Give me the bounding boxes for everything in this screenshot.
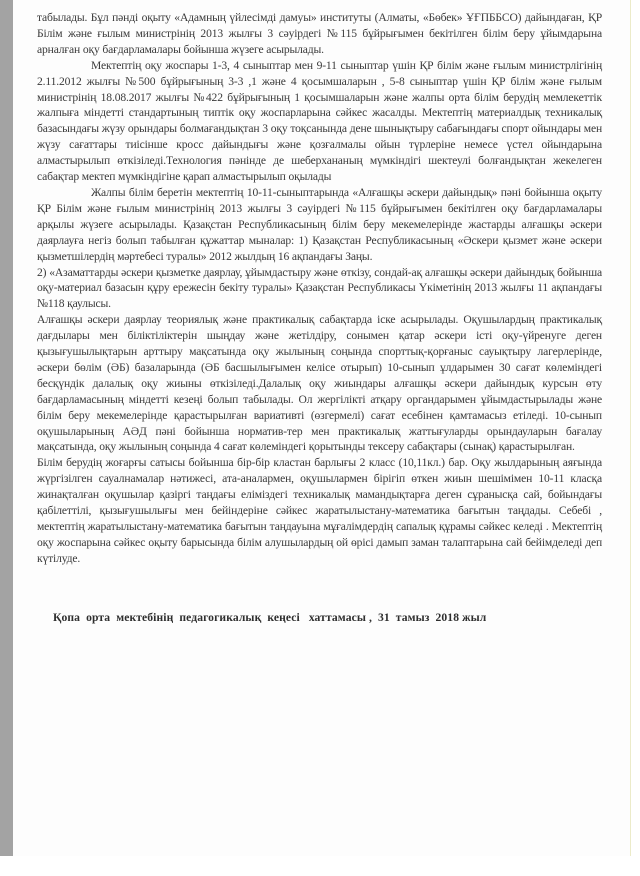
protocol-footer: Қопа орта мектебінің педагогикалық кеңесі хаттамасы , 31 тамыз 2018 жыл xyxy=(53,611,487,624)
paragraph-3: Жалпы білім беретін мектептің 10-11-сыныптарында «Алғашқы әскери дайындық» пәні бойынша оқыту ҚР Білім және ғылым министрінің 2013 жылғы 3 сәуірдегі №115 бұйрығымен бекітілген оқу бағдарламалары арқылы жүзеге асырылады. Қазақстан Республикасының білім беру мекемелерінде жастарды алғашқы әскери даярлауға негіз болып табылған құжаттар мыналар: 1) Қазақстан Республикасының «Әскери қызмет және әскери қызметшілердің мәртебесі туралы» 2012 жылдың 16 ақпандағы Заңы. xyxy=(37,185,602,263)
paragraph-6: Білім берудің жоғарғы сатысы бойынша бір-бір кластан барлығы 2 класс (10,11кл.) бар. Оқу жылдарының аяғында жүргізілген сауалнамалар нәтижесі, ата-аналармен, оқушылармен бірігіп өткен жиын шешімімен 10-11 класқа жинақталған оқушылар қазіргі таңдағы еліміздегі техникалық мамандықтарға деген сұранысқа сай, бойындағы қабілеттілі, қызығушылығы мен бейіндеріне сәйкес жаратылыстану-математика бағытын таңдады. Себебі , мектептің жаратылыстану-математика бағытын таңдауына мұғалімдердің сапалық құрамы сәйкес келеді . Мектептің оқу жоспарына сәйкес оқыту барысында білім алушылардың ой өрісі дамып заман талаптарына сай бейімделеді деп күтілуде. xyxy=(37,456,602,565)
paragraph-5: Алғашқы әскери даярлау теориялық және практикалық сабақтарда іске асырылады. Оқушылардың практикалық дағдылары мен біліктіліктерін шыңдау және жетілдіру, сонымен қатар әскери істі оқу-үйренуге деген қызығушылықтарын арттыру мақсатында оқу жылының соңында спорттық-қорғаныс сауықтыру лагерлерінде, әскери бөлім (ӘБ) базаларында (ӘБ басшылығымен келісе отырып) 10-сынып ұлдарымен 30 сағат көлеміндегі бесқүндік далалық оқу жиыны өткізіледі.Далалық оқу жиындары алғашқы әскери дайындық курсын өту бағдарламасының міндетті кезеңі болып табылады. Ол жергілікті атқару органдарымен ұйымдастырылады және білім беру мекемелерінде қарастырылған вариативті (өзгермелі) сағат есебінен қамтамасыз етіледі. 10-сынып оқушыларының АӘД пәні бойынша норматив-тер мен практикалық жаттығуларды орындауларын бағалау мақсатында, оқу жылының соңында 4 сағат көлеміндегі қорытынды тексеру сабақтары (сынақ) қарастырылған. xyxy=(37,313,602,454)
document-body xyxy=(37,10,602,567)
paragraph-4: 2) «Азаматтарды әскери қызметке даярлау, ұйымдастыру және өткізу, сондай-ақ алғашқы әскери дайындық бойынша оқу-материал базасын құру ережесін бекіту туралы» Қазақстан Республикасы Үкіметінің 2013 жылғы 11 ақпандағы №118 қаулысы. xyxy=(37,265,602,311)
scanner-edge-strip xyxy=(0,0,13,856)
paragraph-1: табылады. Бұл пәнді оқыту «Адамның үйлесімді дамуы» институты (Алматы, «Бөбек» ҰҒПББСО) дайындаған, ҚР Білім және ғылым министрінің 2013 жылғы 3 сәуірдегі №115 бұйрығымен бекітілген білім беру ұйымдарына арналған оқу бағдарламалары бойынша жүзеге асырылады. xyxy=(37,11,602,56)
paragraph-2: Мектептің оқу жоспары 1-3, 4 сыныптар мен 9-11 сыныптар үшін ҚР білім және ғылым министрлігінің 2.11.2012 жылғы №500 бұйрығының 3-3 ,1 және 4 қосымшаларын , 5-8 сыныптар үшін ҚР білім және ғылым министрінің 18.08.2017 жылғы №422 бұйрығының 1 қосымшаларын және жалпы орта білім берудің мемлекеттік жалпыға міндетті стандартының типтік оқу жоспарларына сәйкес жасалды. Мектептің материалдық техникалық базасындағы жүзу орындары болмағандықтан 3 оқу тоқсанында дене шынықтыру сабағындағы спорт ойындары мен жүзу сағаттары тиісінше кросс дайындығы және қозғалмалы ойын түрлеріне немесе үстел ойындарына алмастырылып өткізіледі.Технология пәнінде де шеберхананың мүмкіндігі шектеулі болғандықтан жекелеген сабақтар мектеп мүмкіндігіне қарап алмастырылып оқылады xyxy=(37,58,602,184)
